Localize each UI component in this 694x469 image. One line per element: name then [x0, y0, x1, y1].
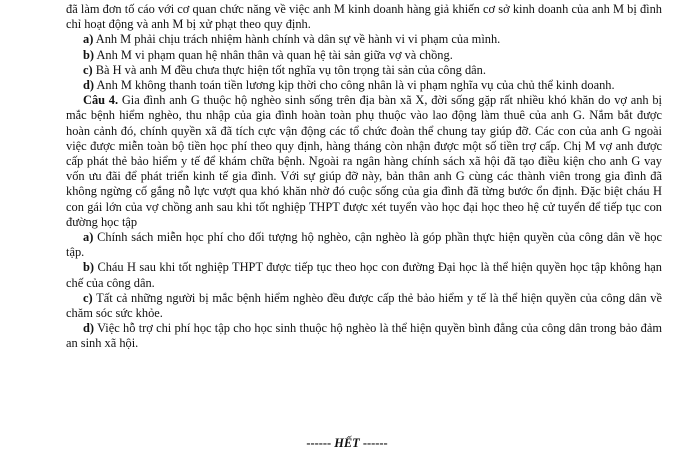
- q4-option-d: [66, 321, 662, 351]
- option-label: a): [83, 230, 94, 245]
- option-text: Anh M phải chịu trách nhiệm hành chính và dân sự về hành vi vi phạm của mình.: [95, 32, 501, 47]
- end-dash-left: ------: [306, 436, 332, 450]
- option-text: Chính sách miễn học phí cho đối tượng hộ nghèo, cận nghèo là góp phần thực hiện quyền của công dân về học tập.: [66, 230, 662, 260]
- q3-option-b: [66, 48, 662, 63]
- question-text: Gia đình anh G thuộc hộ nghèo sinh sống trên địa bàn xã X, đời sống gặp rất nhiều khó khăn do vợ anh bị mắc bệnh hiểm nghèo, thu nhập của gia đình hoàn toàn phụ thuộc vào lao động làm thuê của anh G. Nắm bắt được hoàn cảnh đó, chính quyền xã đã tích cực vận động các tổ chức đoàn thể chung tay giúp đỡ. Các con của anh G ngoài việc được miễn toàn bộ tiền học phí theo quy định, hàng tháng còn nhận được một số tiền trợ cấp. Chị M vợ anh được cấp phát thẻ bảo hiểm y tế để khám chữa bệnh. Ngoài ra ngân hàng chính sách xã hội đã tạo điều kiện cho anh G vay vốn ưu đãi để phát triển kinh tế gia đình. Với sự giúp đỡ này, bản thân anh G cùng các thành viên trong gia đình đã không ngừng cố gắng nỗ lực vượt qua khó khăn nhờ đó cuộc sống của gia đình đã từng bước ổn định. Đặc biệt cháu H con gái lớn của vợ chồng anh sau khi tốt nghiệp THPT được xét tuyển vào học đại học theo hệ cử tuyển để tiếp tục con đường học tập: [66, 93, 662, 229]
- option-text: Anh M không thanh toán tiền lương kịp thời cho công nhân là vi phạm nghĩa vụ của chủ thể kinh doanh.: [96, 78, 615, 93]
- q3-option-a: [66, 32, 662, 47]
- end-dash-right: ------: [362, 436, 388, 450]
- option-label: d): [83, 78, 95, 93]
- q3-option-d: [66, 78, 662, 93]
- option-label: d): [83, 321, 95, 336]
- question-4: [66, 93, 662, 230]
- option-label: b): [83, 47, 95, 62]
- end-text: HẾT: [334, 436, 360, 450]
- option-text: Tất cả những người bị mắc bệnh hiểm nghèo đều được cấp thẻ bảo hiểm y tế là thể hiện quyền của công dân về chăm sóc sức khỏe.: [66, 290, 662, 321]
- intro-paragraph: đã làm đơn tố cáo với cơ quan chức năng về việc anh M kinh doanh hàng giả khiến cơ sở kinh doanh của anh M bị đình chỉ hoạt động và anh M bị xử phạt theo quy định.: [66, 2, 662, 32]
- option-text: Bà H và anh M đều chưa thực hiện tốt nghĩa vụ tôn trọng tài sản của công dân.: [95, 62, 486, 77]
- option-label: c): [83, 290, 93, 305]
- option-label: b): [83, 260, 95, 275]
- end-marker: [0, 436, 694, 451]
- q4-option-b: [66, 260, 662, 290]
- q3-option-c: [66, 63, 662, 78]
- question-label: Câu 4.: [83, 93, 119, 108]
- q4-option-c: [66, 291, 662, 321]
- option-label: c): [83, 62, 93, 77]
- q4-option-a: [66, 230, 662, 260]
- option-text: Cháu H sau khi tốt nghiệp THPT được tiếp tục theo học con đường Đại học là thể hiện quyền học tập không hạn chế của công dân.: [66, 260, 663, 290]
- document-body: [66, 2, 662, 352]
- option-text: Việc hỗ trợ chi phí học tập cho học sinh thuộc hộ nghèo là thể hiện quyền bình đẳng của công dân trong bảo đảm an sinh xã hội.: [66, 321, 662, 351]
- option-label: a): [83, 32, 94, 47]
- option-text: Anh M vi phạm quan hệ nhân thân và quan hệ tài sản giữa vợ và chồng.: [96, 47, 453, 62]
